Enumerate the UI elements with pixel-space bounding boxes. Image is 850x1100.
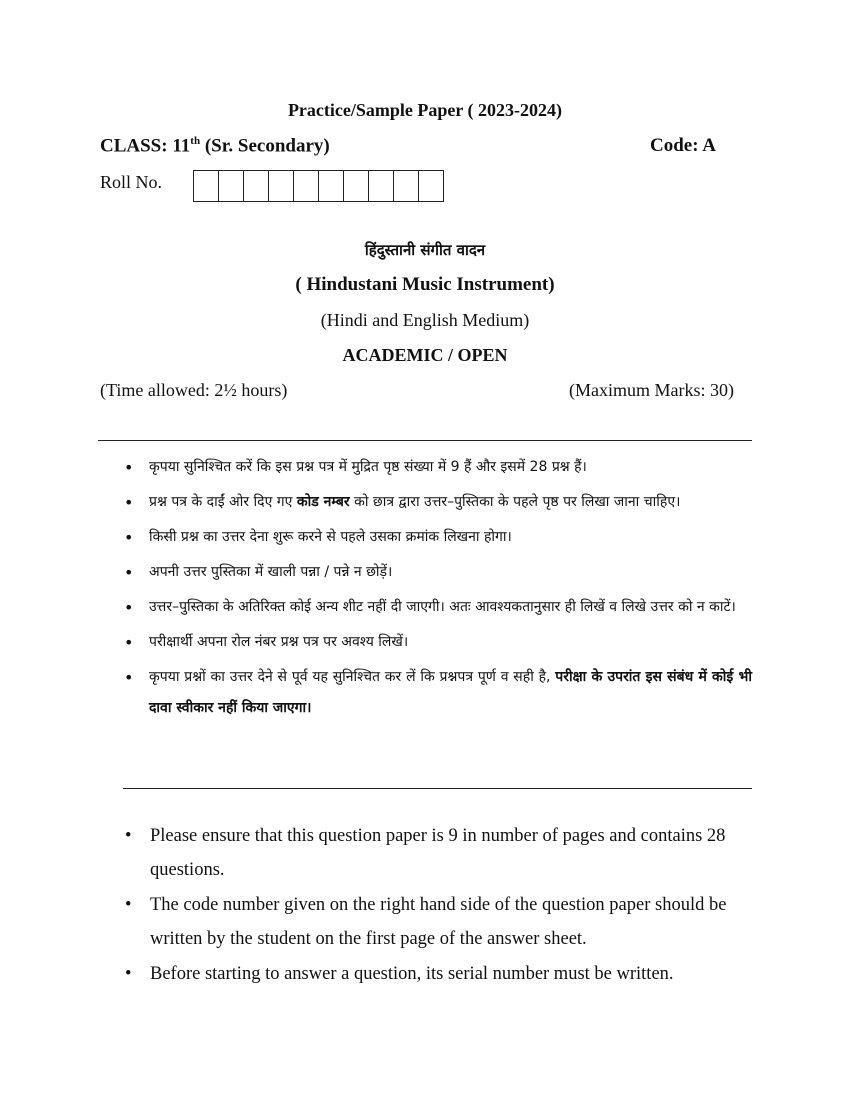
roll-number-box <box>194 170 219 202</box>
hindi-instructions <box>124 452 752 728</box>
instruction-text: कृपया प्रश्नों का उत्तर देने से पूर्व यह सुनिश्चित कर लें कि प्रश्नपत्र पूर्ण व सही है, <box>149 669 556 685</box>
class-label <box>100 135 330 157</box>
english-instruction: • The code number given on the right hand side of the question paper should be written by the student on the first page of the answer sheet. <box>125 888 750 956</box>
instruction-text: को छात्र द्वारा उत्तर–पुस्तिका के पहले पृष्ठ पर लिखा जाना चाहिए। <box>349 494 681 510</box>
instruction-bold-text: कोड नम्बर <box>296 494 350 510</box>
hindi-instruction <box>124 522 752 553</box>
hindi-instruction <box>124 627 752 658</box>
english-instruction: • Please ensure that this question paper is 9 in number of pages and contains 28 questions. <box>125 819 750 887</box>
roll-number-label: Roll No. <box>100 172 163 192</box>
english-instructions <box>125 819 750 992</box>
roll-number-box <box>419 170 444 202</box>
roll-number-box <box>369 170 394 202</box>
medium-label: (Hindi and English Medium) <box>320 310 530 330</box>
hindi-instruction <box>124 487 752 518</box>
subject-english-name: ( Hindustani Music Instrument) <box>295 274 555 295</box>
divider-bottom <box>123 788 752 789</box>
time-allowed: (Time allowed: 2½ hours) <box>100 380 288 400</box>
subject-hindi-name: हिंदुस्तानी संगीत वादन <box>364 241 486 259</box>
roll-number-boxes <box>193 170 444 202</box>
instruction-text: किसी प्रश्न का उत्तर देना शुरू करने से पहले उसका क्रमांक लिखना होगा। <box>149 529 512 545</box>
hindi-instruction <box>124 452 752 483</box>
roll-number-box <box>394 170 419 202</box>
class-superscript: th <box>190 135 201 147</box>
roll-number-box <box>219 170 244 202</box>
roll-number-box <box>244 170 269 202</box>
roll-number-box <box>269 170 294 202</box>
stream-label: ACADEMIC / OPEN <box>342 345 508 365</box>
maximum-marks: (Maximum Marks: 30) <box>569 380 734 400</box>
divider-top <box>98 440 752 441</box>
instruction-text: अपनी उत्तर पुस्तिका में खाली पन्ना / पन्ने न छोड़ें। <box>149 564 393 580</box>
class-label-text: CLASS: 11 <box>100 135 191 157</box>
instruction-text: उत्तर–पुस्तिका के अतिरिक्त कोई अन्य शीट नहीं दी जाएगी। अतः आवश्यकतानुसार ही लिखें व लिखे उत्तर को न काटें। <box>149 599 736 615</box>
hindi-instruction <box>124 662 752 724</box>
roll-number-box <box>319 170 344 202</box>
paper-code: Code: A <box>650 135 716 156</box>
instruction-text: परीक्षार्थी अपना रोल नंबर प्रश्न पत्र पर अवश्य लिखें। <box>149 634 409 650</box>
hindi-instruction <box>124 557 752 588</box>
roll-number-box <box>344 170 369 202</box>
instruction-text: कृपया सुनिश्चित करें कि इस प्रश्न पत्र में मुद्रित पृष्ठ संख्या में 9 हैं और इसमें 28 प्रश्न हैं। <box>149 459 587 475</box>
roll-number-box <box>294 170 319 202</box>
instruction-bold-text: परीक्षा के उपरांत इस संबंध में कोई भी दावा स्वीकार नहीं किया जाएगा। <box>149 669 752 716</box>
paper-title: Practice/Sample Paper ( 2023-2024) <box>287 100 563 120</box>
english-instruction: • Before starting to answer a question, its serial number must be written. <box>125 957 750 991</box>
class-suffix: (Sr. Secondary) <box>200 135 330 157</box>
hindi-instruction <box>124 592 752 623</box>
instruction-text: प्रश्न पत्र के दाईं ओर दिए गए <box>149 494 297 510</box>
